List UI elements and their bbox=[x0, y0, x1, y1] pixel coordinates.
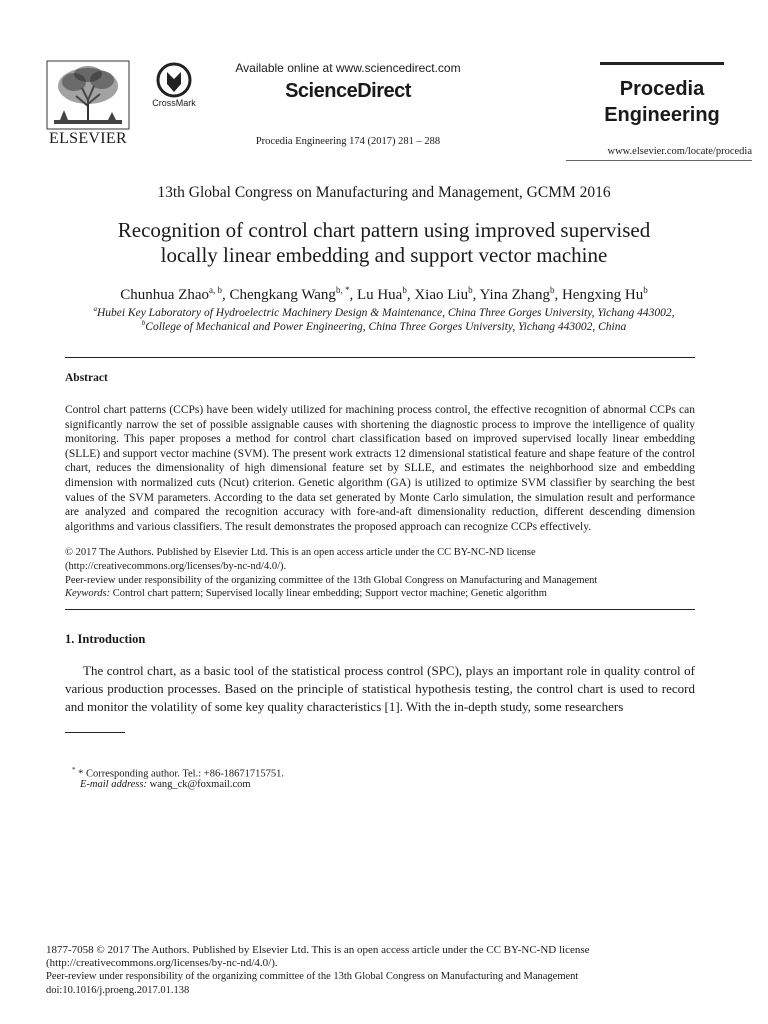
author-name: Xiao Liu bbox=[414, 287, 469, 303]
journal-name-line1: Procedia bbox=[619, 78, 705, 100]
author-affiliation-mark: b bbox=[468, 285, 473, 295]
abstract-top-rule bbox=[65, 357, 695, 358]
author-separator: , bbox=[406, 287, 415, 303]
email-address[interactable]: wang_ck@foxmail.com bbox=[146, 779, 251, 790]
affiliation-a bbox=[40, 305, 728, 319]
header-divider bbox=[566, 160, 752, 161]
keywords-label: Keywords: bbox=[65, 588, 111, 599]
footer-doi[interactable]: doi:10.1016/j.proeng.2017.01.138 bbox=[46, 985, 190, 996]
license-link[interactable]: (http://creativecommons.org/licenses/by-nc-nd/4.0/). bbox=[65, 561, 287, 572]
author-affiliation-mark: b bbox=[643, 285, 648, 295]
author-name: Yina Zhang bbox=[479, 287, 550, 303]
affiliation-a-text: Hubei Key Laboratory of Hydroelectric Machinery Design & Maintenance, China Three Gorges University, Yichang 443002, bbox=[96, 306, 675, 319]
affiliation-b bbox=[40, 319, 728, 333]
email-line bbox=[80, 779, 251, 790]
author-separator: , bbox=[472, 287, 480, 303]
affiliation-a-mark: a bbox=[93, 305, 97, 313]
author-name: Hengxing Hu bbox=[561, 287, 644, 303]
author-affiliation-mark: b, * bbox=[335, 285, 350, 295]
peer-review-line: Peer-review under responsibility of the organizing committee of the 13th Global Congress on Manufacturing and Management bbox=[65, 575, 598, 586]
conference-name: 13th Global Congress on Manufacturing and Management, GCMM 2016 bbox=[157, 184, 611, 201]
author-separator: , bbox=[554, 287, 562, 303]
available-online[interactable]: Available online at www.sciencedirect.com bbox=[235, 61, 461, 75]
footer-license-link[interactable]: (http://creativecommons.org/licenses/by-nc-nd/4.0/). bbox=[46, 957, 278, 969]
journal-citation: Procedia Engineering 174 (2017) 281 – 288 bbox=[255, 136, 441, 147]
introduction-heading: 1. Introduction bbox=[65, 632, 146, 646]
author-affiliation-mark: b bbox=[402, 285, 407, 295]
copyright-line: © 2017 The Authors. Published by Elsevier Ltd. This is an open access article under the CC BY-NC-ND license bbox=[65, 547, 536, 558]
footnote-mark: * bbox=[72, 766, 76, 774]
abstract-heading: Abstract bbox=[65, 372, 108, 384]
author-name: Chengkang Wang bbox=[229, 287, 336, 303]
crossmark-label: CrossMark bbox=[152, 98, 196, 108]
journal-name-line2: Engineering bbox=[604, 104, 720, 126]
journal-name bbox=[600, 76, 724, 128]
introduction-body: The control chart, as a basic tool of the statistical process control (SPC), plays an important role in quality control of various production processes. Based on the principle of statistical hypothesis testing, the control chart is used to record and monitor the volatility of some key quality characteristics [1]. With the in-depth study, some researchers bbox=[65, 663, 695, 714]
corresponding-text: * Corresponding author. Tel.: +86-18671715751. bbox=[75, 768, 285, 780]
paper-title bbox=[40, 218, 728, 268]
paper-title-line1: Recognition of control chart pattern using improved supervised bbox=[117, 218, 651, 242]
footer-issn-line: 1877-7058 © 2017 The Authors. Published by Elsevier Ltd. This is an open access article under the CC BY-NC-ND license bbox=[46, 944, 590, 956]
author-list bbox=[40, 285, 728, 304]
paper-title-line2: locally linear embedding and support vector machine bbox=[160, 243, 608, 267]
author-name: Chunhua Zhao bbox=[120, 287, 210, 303]
email-label: E-mail address: bbox=[80, 779, 147, 790]
author-affiliation-mark: b bbox=[549, 285, 555, 295]
footer-peer-review: Peer-review under responsibility of the organizing committee of the 13th Global Congress on Manufacturing and Management bbox=[46, 971, 579, 982]
journal-url[interactable]: www.elsevier.com/locate/procedia bbox=[607, 146, 752, 157]
publisher-name: ELSEVIER bbox=[49, 130, 127, 147]
affiliation-b-mark: b bbox=[141, 319, 146, 327]
author-affiliation-mark: a, b bbox=[209, 285, 223, 295]
affiliation-b-text: College of Mechanical and Power Engineering, China Three Gorges University, Yichang 443002, China bbox=[145, 320, 627, 333]
keywords-text: Control chart pattern; Supervised locally linear embedding; Support vector machine; Genetic algorithm bbox=[110, 588, 547, 599]
sciencedirect-logo[interactable]: ScienceDirect bbox=[285, 80, 411, 102]
footnote-rule bbox=[65, 732, 125, 733]
abstract-body: Control chart patterns (CCPs) have been widely utilized for machining process control, the effective recognition of abnormal CCPs can significantly narrow the set of possible assignable causes with shortening the diagnostic process to improve the intelligence of quality monitoring. This paper proposes a method for control chart classification based on improved supervised locally linear embedding (SLLE) and support vector machine (SVM). The present work extracts 12 dimensional statistical feature and shape feature of the control chart, reduces the dimensionality of high dimensional feature set by SLLE, and estimates the neighborhood size and embedding dimension with normalized cuts (Ncut) criterion. Genetic algorithm (GA) is utilized to optimize SVM classifier by searching the best values of the SVM parameters. According to the data set generated by Monte Carlo simulation, the simulation result and performance are analyzed and compared the recognition accuracy with fore-and-aft dimensionality reduction, different descending dimension algorithms and various classifiers. The result demonstrates the proposed approach can recognize CCPs effectively. bbox=[65, 404, 695, 533]
author-separator: , bbox=[349, 287, 357, 303]
author-name: Lu Hua bbox=[356, 287, 403, 303]
corresponding-author bbox=[72, 766, 284, 780]
abstract-bottom-rule bbox=[65, 609, 695, 610]
keywords-line bbox=[65, 588, 547, 599]
author-separator: , bbox=[222, 287, 230, 303]
